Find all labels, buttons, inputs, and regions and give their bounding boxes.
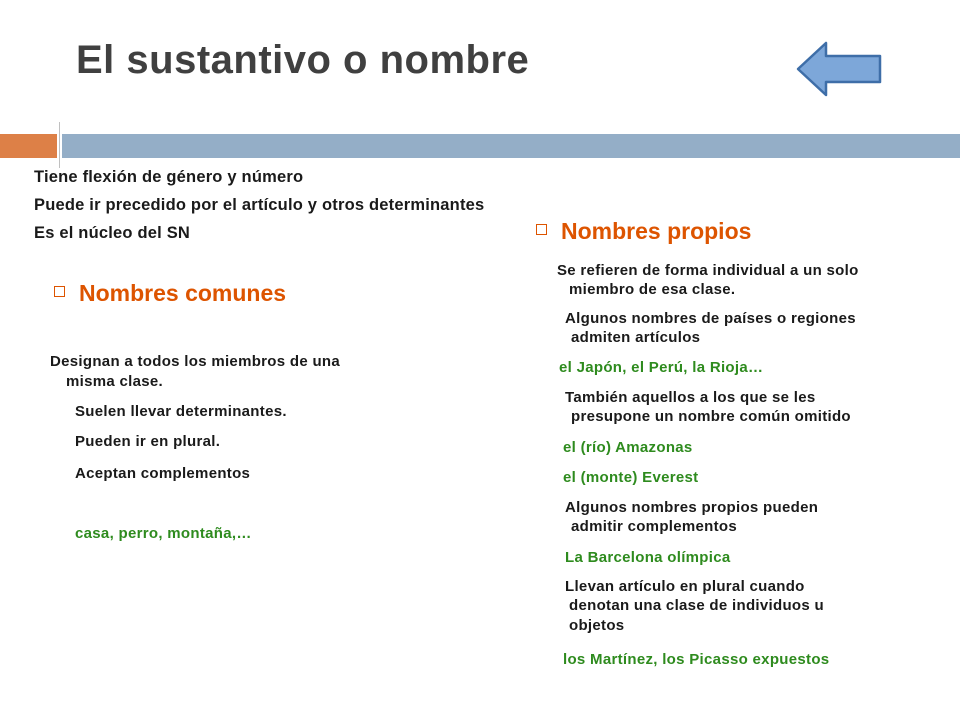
slide-title: El sustantivo o nombre bbox=[76, 38, 530, 82]
propios-example-1: el Japón, el Perú, la Rioja… bbox=[559, 359, 764, 376]
comunes-heading bbox=[54, 280, 286, 307]
intro-line-2: Puede ir precedido por el artículo y otros determinantes bbox=[34, 196, 485, 214]
accent-bar-blue bbox=[62, 134, 960, 158]
propios-heading bbox=[536, 218, 751, 245]
comunes-point-3: Aceptan complementos bbox=[75, 465, 251, 482]
square-bullet-icon bbox=[54, 286, 65, 297]
accent-divider bbox=[59, 122, 60, 168]
propios-example-2: el (río) Amazonas bbox=[563, 439, 693, 456]
comunes-definition-line-1: Designan a todos los miembros de una bbox=[50, 353, 341, 370]
propios-p3-line-1: También aquellos a los que se les bbox=[565, 389, 816, 406]
intro-line-3: Es el núcleo del SN bbox=[34, 224, 191, 242]
propios-p5-line-1: Llevan artículo en plural cuando bbox=[565, 578, 805, 595]
comunes-heading-text: Nombres comunes bbox=[79, 280, 287, 306]
propios-example-3: el (monte) Everest bbox=[563, 469, 699, 486]
propios-p5-line-3: objetos bbox=[569, 617, 625, 634]
comunes-example: casa, perro, montaña,… bbox=[75, 525, 252, 542]
comunes-point-1: Suelen llevar determinantes. bbox=[75, 403, 287, 420]
propios-p1-line-1: Se refieren de forma individual a un solo bbox=[557, 262, 859, 279]
intro-line-1: Tiene flexión de género y número bbox=[34, 168, 304, 186]
accent-bar-orange bbox=[0, 134, 57, 158]
propios-p3-line-2: presupone un nombre común omitido bbox=[571, 408, 851, 425]
propios-example-4: La Barcelona olímpica bbox=[565, 549, 731, 566]
propios-p2-line-1: Algunos nombres de países o regiones bbox=[565, 310, 856, 327]
propios-p4-line-2: admitir complementos bbox=[571, 518, 738, 535]
square-bullet-icon bbox=[536, 224, 547, 235]
back-arrow-icon[interactable] bbox=[794, 40, 886, 98]
propios-p1-line-2: miembro de esa clase. bbox=[569, 281, 736, 298]
propios-p4-line-1: Algunos nombres propios pueden bbox=[565, 499, 819, 516]
propios-p5-line-2: denotan una clase de individuos u bbox=[569, 597, 824, 614]
propios-heading-text: Nombres propios bbox=[561, 218, 752, 244]
propios-p2-line-2: admiten artículos bbox=[571, 329, 701, 346]
propios-example-5: los Martínez, los Picasso expuestos bbox=[563, 651, 830, 668]
comunes-point-2: Pueden ir en plural. bbox=[75, 433, 221, 450]
comunes-definition-line-2: misma clase. bbox=[66, 373, 163, 390]
